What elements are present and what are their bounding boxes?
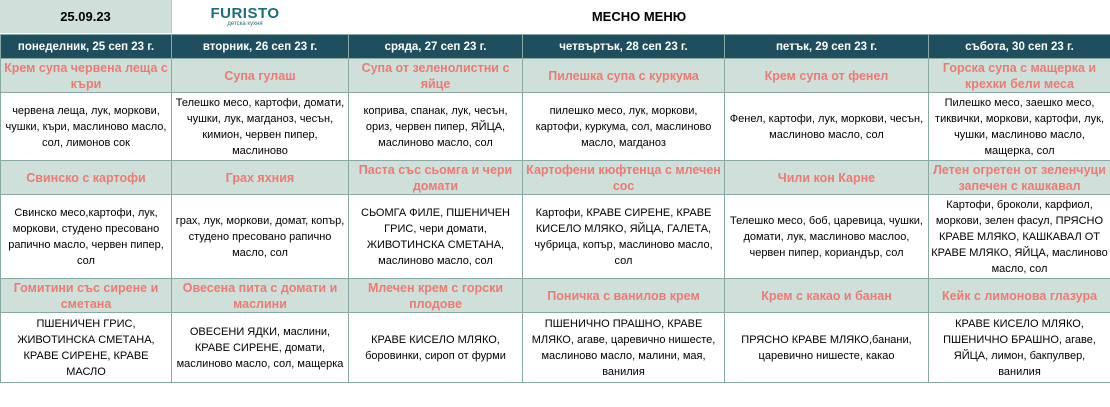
dish-name: Картофени кюфтенца с млечен сос — [523, 161, 725, 195]
dish-ingredients: пилешко месо, лук, моркови, картофи, куркума, сол, маслиново масло, магданоз — [523, 93, 725, 161]
furisto-logo — [172, 0, 318, 33]
menu-title: МЕСНО МЕНЮ — [591, 9, 687, 24]
dish-ingredients: ПШЕНИЧЕН ГРИС, ЖИВОТИНСКА СМЕТАНА, КРАВЕ СИРЕНЕ, КРАВЕ МАСЛО — [1, 313, 172, 383]
dish-name: Крем с какао и банан — [725, 279, 929, 313]
dish-ingredients: Картофи, КРАВЕ СИРЕНЕ, КРАВЕ КИСЕЛО МЛЯКО, ЯЙЦА, ГАЛЕТА, чубрица, копър, маслиново масло, сол — [523, 195, 725, 279]
menu-table — [0, 34, 1110, 383]
dish-ingredients: Телешко месо, картофи, домати, чушки, лук, магданоз, чесън, кимион, червен пипер, маслиново — [172, 93, 349, 161]
dish-ingredients: ПРЯСНО КРАВЕ МЛЯКО,банани, царевично нишесте, какао — [725, 313, 929, 383]
dish-ingredients: КРАВЕ КИСЕЛО МЛЯКО, боровинки, сироп от фурми — [349, 313, 523, 383]
menu-date: 25.09.23 — [0, 0, 172, 33]
day-header: четвъртък, 28 сеп 23 г. — [523, 35, 725, 59]
dessert-dish-row — [1, 279, 1110, 313]
dish-ingredients: Картофи, броколи, карфиол, моркови, зелен фасул, ПРЯСНО КРАВЕ МЛЯКО, КАШКАВАЛ ОТ КРАВЕ МЛЯКО, ЯЙЦА, маслиново масло, сол — [929, 195, 1110, 279]
day-header-row — [1, 35, 1110, 59]
dish-name: Паста със сьомга и чери домати — [349, 161, 523, 195]
dish-ingredients: червена леща, лук, моркови, чушки, къри, маслиново масло, сол, лимонов сок — [1, 93, 172, 161]
dish-name: Свинско с картофи — [1, 161, 172, 195]
dessert-ingredients-row — [1, 313, 1110, 383]
dish-ingredients: СЬОМГА ФИЛЕ, ПШЕНИЧЕН ГРИС, чери домати, ЖИВОТИНСКА СМЕТАНА, маслиново масло, сол — [349, 195, 523, 279]
main-ingredients-row — [1, 195, 1110, 279]
dish-ingredients: грах, лук, моркови, домат, копър, студено пресовано рапично масло, сол — [172, 195, 349, 279]
dish-name: Овесена пита с домати и маслини — [172, 279, 349, 313]
dish-name: Крем супа червена леща с къри — [1, 59, 172, 93]
dish-name: Супа от зеленолистни с яйце — [349, 59, 523, 93]
soup-dish-row — [1, 59, 1110, 93]
dish-name: Поничка с ванилов крем — [523, 279, 725, 313]
dish-ingredients: Свинско месо,картофи, лук, моркови, студено пресовано рапично масло, червен пипер, сол — [1, 195, 172, 279]
dish-name: Гомитини със сирене и сметана — [1, 279, 172, 313]
day-header: петък, 29 сеп 23 г. — [725, 35, 929, 59]
day-header: понеделник, 25 сеп 23 г. — [1, 35, 172, 59]
dish-name: Пилешка супа с куркума — [523, 59, 725, 93]
dish-name: Грах яхния — [172, 161, 349, 195]
top-header — [0, 0, 1110, 33]
soup-ingredients-row — [1, 93, 1110, 161]
dish-ingredients: КРАВЕ КИСЕЛО МЛЯКО, ПШЕНИЧНО БРАШНО, агаве, ЯЙЦА, лимон, бакпулвер, ванилия — [929, 313, 1110, 383]
day-header: сряда, 27 сеп 23 г. — [349, 35, 523, 59]
dish-name: Горска супа с мащерка и крехки бели меса — [929, 59, 1110, 93]
main-dish-row — [1, 161, 1110, 195]
dish-ingredients: Пилешко месо, заешко месо, тиквички, моркови, картофи, лук, чушки, маслиново масло, мащерка, сол — [929, 93, 1110, 161]
dish-ingredients: ПШЕНИЧНО ПРАШНО, КРАВЕ МЛЯКО, агаве, царевично нишесте, маслиново масло, малини, мая, ванилия — [523, 313, 725, 383]
dish-name: Млечен крем с горски плодове — [349, 279, 523, 313]
logo-text: FURISTO — [210, 4, 280, 22]
dish-name: Чили кон Карне — [725, 161, 929, 195]
dish-ingredients: Телешко месо, боб, царевица, чушки, домати, лук, маслиново маслоо, червен пипер, кориандър, сол — [725, 195, 929, 279]
logo-subtext: детска кухня — [227, 20, 263, 27]
dish-name: Кейк с лимонова глазура — [929, 279, 1110, 313]
dish-ingredients: Фенел, картофи, лук, моркови, чесън, маслиново масло, сол — [725, 93, 929, 161]
dish-ingredients: коприва, спанак, лук, чесън, ориз, червен пипер, ЯЙЦА, маслиново масло, сол — [349, 93, 523, 161]
dish-ingredients: ОВЕСЕНИ ЯДКИ, маслини, КРАВЕ СИРЕНЕ, домати, маслиново масло, сол, мащерка — [172, 313, 349, 383]
day-header: събота, 30 сеп 23 г. — [929, 35, 1110, 59]
day-header: вторник, 26 сеп 23 г. — [172, 35, 349, 59]
dish-name: Летен огретен от зеленчуци запечен с кашкавал — [929, 161, 1110, 195]
dish-name: Крем супа от фенел — [725, 59, 929, 93]
dish-name: Супа гулаш — [172, 59, 349, 93]
